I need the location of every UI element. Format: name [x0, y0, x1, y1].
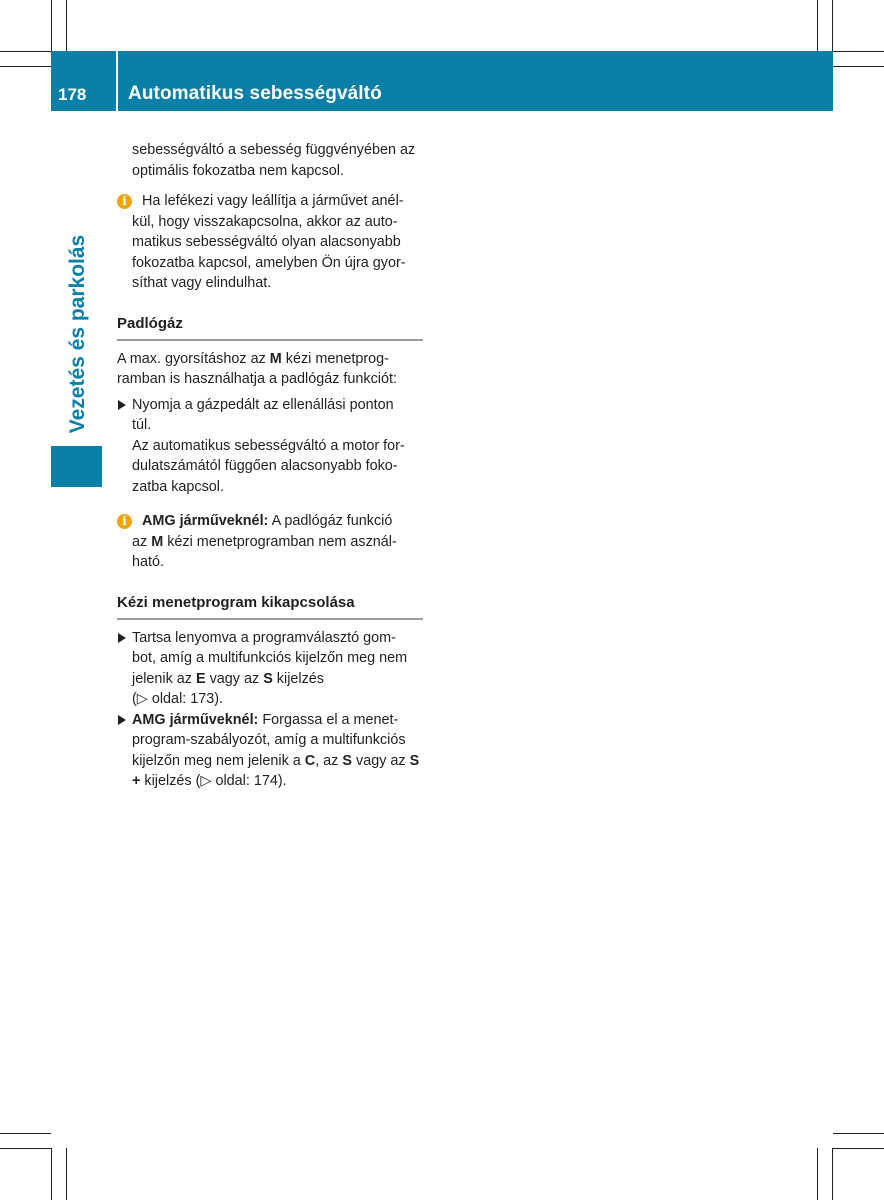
crop-mark: [66, 1148, 67, 1200]
page-reference: + kijelzés (▷ oldal: 174).: [132, 773, 287, 789]
text-line: bot, amíg a multifunkciós kijelzőn meg nem: [132, 650, 408, 666]
crop-mark: [51, 0, 52, 51]
crop-mark: [833, 1133, 884, 1134]
crop-mark: [817, 0, 818, 51]
page-number: 178: [58, 85, 87, 104]
crop-mark: [833, 51, 884, 52]
side-tab-label: Vezetés és parkolás: [66, 234, 89, 434]
section-heading: Kézi menetprogram kikapcsolása: [117, 593, 423, 620]
text-line: kül, hogy visszakapcsolna, akkor az auto-: [132, 213, 398, 230]
crop-mark: [817, 1148, 818, 1200]
info-icon: i: [117, 514, 132, 529]
page-content: [117, 140, 423, 792]
crop-mark: [0, 51, 51, 52]
text-line: sebességváltó a sebesség függvényében az: [132, 142, 416, 158]
text-line: Tartsa lenyomva a programválasztó gom-: [132, 629, 396, 646]
header-divider: [116, 51, 118, 111]
text-line: program-szabályozót, amíg a multifunkciós: [132, 732, 406, 748]
text-line: túl.: [132, 417, 152, 433]
result-line: dulatszámától függően alacsonyabb foko-: [132, 458, 398, 474]
crop-mark: [51, 1148, 52, 1200]
step-arrow-icon: [118, 715, 126, 725]
crop-mark: [0, 1148, 51, 1149]
text-line: ható.: [132, 554, 165, 570]
text-line: Ha lefékezi vagy leállítja a járművet anél-: [142, 193, 404, 209]
text-line: AMG járműveknél: Forgassa el a menet-: [132, 711, 399, 728]
instruction-step: [117, 395, 423, 498]
intro-paragraph: [117, 140, 423, 181]
text-line: matikus sebességváltó olyan alacsonyabb: [132, 234, 401, 250]
info-note: [117, 191, 423, 294]
crop-mark: [0, 66, 51, 67]
text-line: optimális fokozatba nem kapcsol.: [132, 162, 344, 179]
crop-mark: [833, 1148, 884, 1149]
section-heading: Padlógáz: [117, 314, 423, 341]
crop-mark: [832, 0, 833, 51]
result-line: zatba kapcsol.: [132, 478, 224, 495]
crop-mark: [0, 1133, 51, 1134]
text-line: jelenik az E vagy az S kijelzés: [132, 670, 324, 687]
text-line: fokozatba kapcsol, amelyben Ön újra gyor-: [132, 254, 406, 271]
crop-mark: [833, 66, 884, 67]
step-arrow-icon: [118, 633, 126, 643]
text-line: AMG járműveknél: A padlógáz funkció: [142, 513, 393, 529]
page-title: Automatikus sebességváltó: [128, 83, 382, 104]
side-tab-marker: [51, 446, 102, 487]
text-line: kijelzőn meg nem jelenik a C, az S vagy az S: [132, 752, 420, 769]
info-icon: i: [117, 194, 132, 209]
text-line: ramban is használhatja a padlógáz funkciót:: [117, 371, 397, 387]
instruction-step: [117, 710, 423, 792]
step-arrow-icon: [118, 400, 126, 410]
text-line: A max. gyorsításhoz az M kézi menetprog-: [117, 350, 389, 367]
crop-mark: [832, 1148, 833, 1200]
page-reference: (▷ oldal: 173).: [132, 691, 224, 707]
text-line: Nyomja a gázpedált az ellenállási ponton: [132, 396, 394, 413]
result-line: Az automatikus sebességváltó a motor for-: [132, 437, 405, 454]
instruction-step: [117, 628, 423, 710]
text-line: az M kézi menetprogramban nem asznál-: [132, 533, 397, 550]
text-line: síthat vagy elindulhat.: [132, 275, 272, 291]
info-note: [117, 511, 423, 573]
crop-mark: [66, 0, 67, 51]
